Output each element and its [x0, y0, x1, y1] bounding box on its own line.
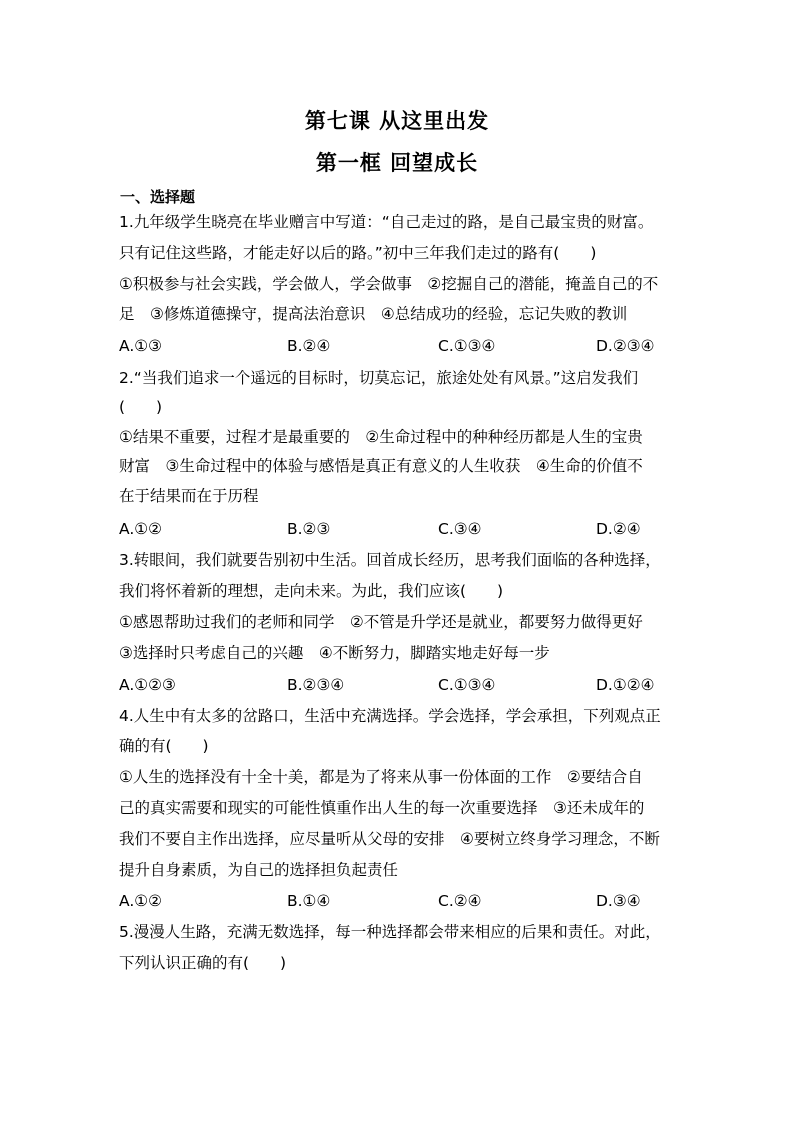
question-4-option-a: A.①②	[119, 892, 163, 910]
question-2-line-4: 财富 ③生命过程中的体验与感悟是真正有意义的人生收获 ④生命的价值不	[119, 457, 643, 475]
question-3-option-b: B.②③④	[287, 676, 345, 694]
question-1-line-3: ①积极参与社会实践，学会做人，学会做事 ②挖掘自己的潜能，掩盖自己的不	[119, 275, 659, 293]
question-4-line-6: 提升自身素质，为自己的选择担负起责任	[119, 861, 399, 879]
question-1-line-2: 只有记住这些路，才能走好以后的路。”初中三年我们走过的路有( )	[119, 244, 597, 262]
question-2-option-d: D.②④	[596, 520, 641, 538]
question-4-line-3: ①人生的选择没有十全十美，都是为了将来从事一份体面的工作 ②要结合自	[119, 768, 643, 786]
question-3-line-3: ①感恩帮助过我们的老师和同学 ②不管是升学还是就业，都要努力做得更好	[119, 613, 643, 631]
question-1-option-a: A.①③	[119, 337, 163, 355]
question-5-line-2: 下列认识正确的有( )	[119, 954, 287, 972]
question-1-line-1: 1.九年级学生晓亮在毕业赠言中写道：“自己走过的路，是自己最宝贵的财富。	[119, 213, 654, 231]
question-4-option-b: B.①④	[287, 892, 331, 910]
question-1-option-d: D.②③④	[596, 337, 655, 355]
question-2-line-3: ①结果不重要，过程才是最重要的 ②生命过程中的种种经历都是人生的宝贵	[119, 428, 643, 446]
question-4-option-c: C.②④	[438, 892, 482, 910]
question-3-option-a: A.①②③	[119, 676, 176, 694]
question-3-line-2: 我们将怀着新的理想，走向未来。为此，我们应该( )	[119, 582, 504, 600]
question-2-option-c: C.③④	[438, 520, 482, 538]
question-4-option-d: D.③④	[596, 892, 641, 910]
question-3-option-c: C.①③④	[438, 676, 496, 694]
question-1-line-4: 足 ③修炼道德操守，提高法治意识 ④总结成功的经验，忘记失败的教训	[119, 305, 628, 323]
question-4-line-4: 己的真实需要和现实的可能性慎重作出人生的每一次重要选择 ③还未成年的	[119, 799, 645, 817]
question-2-line-1: 2.“当我们追求一个遥远的目标时，切莫忘记，旅途处处有风景。”这启发我们	[119, 369, 639, 387]
question-3-line-1: 3.转眼间，我们就要告别初中生活。回首成长经历，思考我们面临的各种选择，	[119, 551, 661, 569]
question-3-option-d: D.①②④	[596, 676, 655, 694]
question-4-line-2: 确的有( )	[119, 737, 209, 755]
question-2-option-a: A.①②	[119, 520, 163, 538]
question-5-line-1: 5.漫漫人生路，充满无数选择，每一种选择都会带来相应的后果和责任。对此，	[119, 923, 661, 941]
section-heading: 一、选择题	[120, 188, 196, 206]
question-2-line-5: 在于结果而在于历程	[119, 487, 259, 505]
question-1-option-c: C.①③④	[438, 337, 496, 355]
question-3-line-4: ③选择时只考虑自己的兴趣 ④不断努力，脚踏实地走好每一步	[119, 644, 550, 662]
lesson-subtitle: 第一框 回望成长	[315, 151, 479, 175]
question-2-option-b: B.②③	[287, 520, 331, 538]
lesson-title: 第七课 从这里出发	[304, 109, 490, 133]
question-4-line-5: 我们不要自主作出选择，应尽量听从父母的安排 ④要树立终身学习理念，不断	[119, 830, 660, 848]
question-2-line-2: ( )	[119, 398, 163, 416]
question-1-option-b: B.②④	[287, 337, 331, 355]
question-4-line-1: 4.人生中有太多的岔路口，生活中充满选择。学会选择，学会承担，下列观点正	[119, 707, 661, 725]
